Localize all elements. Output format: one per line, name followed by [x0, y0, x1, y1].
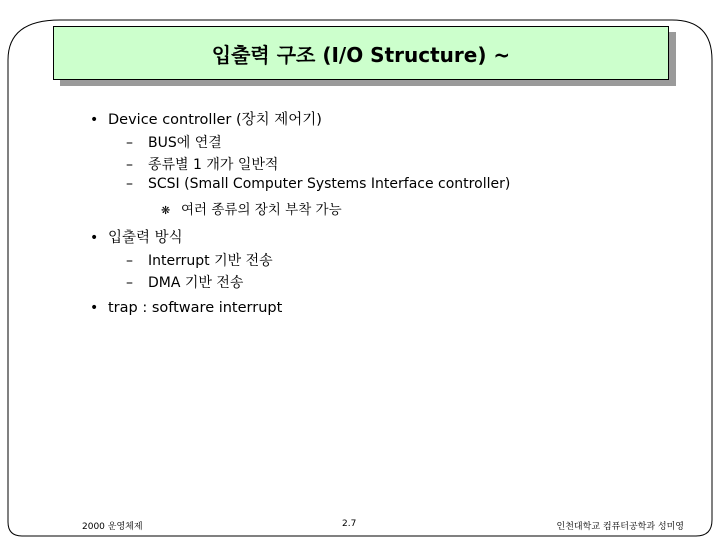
dash-icon: –	[126, 157, 133, 173]
sub-item-text: 종류별 1 개가 일반적	[148, 157, 279, 173]
dash-icon: –	[126, 275, 133, 291]
title-box	[53, 26, 669, 80]
bullet-icon: •	[90, 112, 99, 128]
bullet-icon: •	[90, 230, 99, 246]
bullet-item	[90, 226, 690, 250]
dash-icon: –	[126, 135, 133, 151]
footer-page-number: 2.7	[342, 519, 357, 529]
bullet-item	[90, 300, 690, 324]
note-item	[161, 198, 690, 220]
bullet-text: Device controller (장치 제어기)	[108, 112, 322, 128]
bullet-text: 입출력 방식	[108, 230, 183, 246]
sub-item	[126, 154, 690, 176]
sub-item-text: BUS에 연결	[148, 135, 222, 151]
asterisk-icon: ❋	[161, 204, 171, 217]
sub-item-text: SCSI (Small Computer Systems Interface controller)	[148, 176, 511, 192]
note-text: 여러 종류의 장치 부착 가능	[181, 202, 342, 218]
bullet-item	[90, 108, 690, 132]
bullet-icon: •	[90, 300, 99, 316]
sub-item	[126, 176, 690, 198]
sub-item	[126, 132, 690, 154]
sub-item-text: Interrupt 기반 전송	[148, 253, 273, 269]
slide-title: 입출력 구조 (I/O Structure) ~	[211, 42, 511, 67]
sub-item	[126, 250, 690, 272]
footer-course: 2000 운영체제	[82, 522, 143, 532]
footer-author: 인천대학교 컴퓨터공학과 성미영	[556, 522, 684, 532]
bullet-text: trap : software interrupt	[108, 300, 283, 316]
dash-icon: –	[126, 253, 133, 269]
dash-icon: –	[126, 176, 133, 192]
sub-item	[126, 272, 690, 294]
sub-item-text: DMA 기반 전송	[148, 275, 244, 291]
slide-body	[90, 108, 690, 324]
